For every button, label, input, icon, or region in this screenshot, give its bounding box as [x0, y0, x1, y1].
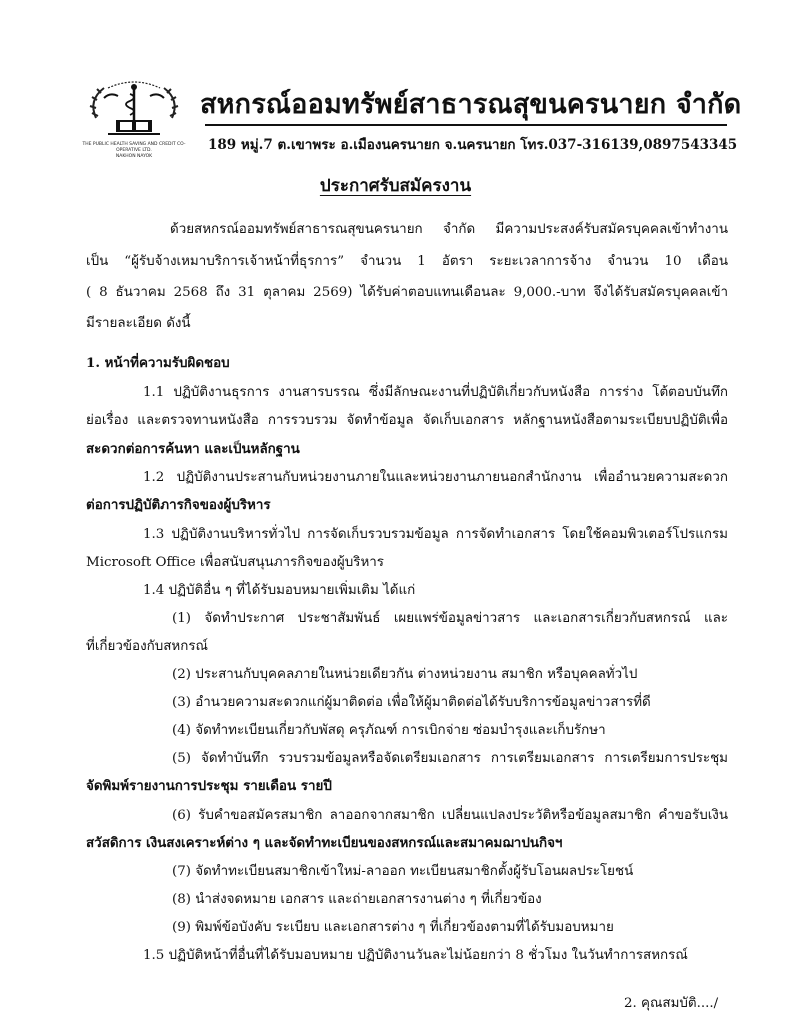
intro-line-2: เป็น “ผู้รับจ้างเหมาบริการเจ้าหน้าที่ธุรการ” จำนวน 1 อัตรา ระยะเวลาการจ้าง จำนวน 10 เดือน	[86, 254, 728, 269]
logo-caption-line1: THE PUBLIC HEALTH SAVING AND CREDIT CO-OPERATIVE LTD.	[82, 142, 186, 153]
continued-marker: 2. คุณสมบัติ..../	[624, 996, 719, 1011]
sub-4: (4) จัดทำทะเบียนเกี่ยวกับพัสดุ ครุภัณฑ์ การเบิกจ่าย ซ่อมบำรุงและเก็บรักษา	[172, 723, 606, 738]
sub-1-line-1: (1) จัดทำประกาศ ประชาสัมพันธ์ เผยแพร่ข้อมูลข่าวสาร และเอกสารเกี่ยวกับสหกรณ์ และ	[172, 611, 728, 626]
item-1-2-line-2: ต่อการปฏิบัติภารกิจของผู้บริหาร	[86, 497, 271, 513]
item-1-3-line-2: Microsoft Office เพื่อสนับสนุนภารกิจของผู้บริหาร	[86, 555, 384, 570]
document-title-row	[0, 172, 791, 199]
logo-caption-line2: NAKHON NAYOK	[115, 154, 153, 159]
item-1-5: 1.5 ปฏิบัติหน้าที่อื่นที่ได้รับมอบหมาย ปฏิบัติงานวันละไม่น้อยกว่า 8 ชั่วโมง ในวันทำการสหกรณ์	[143, 948, 688, 963]
intro-line-4: มีรายละเอียด ดังนี้	[86, 316, 191, 331]
sub-6-line-2: สวัสดิการ เงินสงเคราะห์ต่าง ๆ และจัดทำทะเบียนของสหกรณ์และสมาคมฌาปนกิจฯ	[86, 835, 563, 851]
seal-icon	[78, 78, 190, 142]
organization-address: 189 หมู่.7 ต.เขาพระ อ.เมืองนครนายก จ.นครนายก โทร.037-316139,0897543345	[208, 137, 738, 153]
document-title: ประกาศรับสมัครงาน	[319, 176, 472, 196]
sub-8: (8) นำส่งจดหมาย เอกสาร และถ่ายเอกสารงานต่าง ๆ ที่เกี่ยวข้อง	[172, 892, 542, 907]
sub-6-line-1: (6) รับคำขอสมัครสมาชิก ลาออกจากสมาชิก เปลี่ยนแปลงประวัติหรือข้อมูลสมาชิก คำขอรับเงิน	[172, 808, 728, 823]
organization-name: สหกรณ์ออมทรัพย์สาธารณสุขนครนายก จำกัด	[200, 89, 742, 120]
sub-5-line-2: จัดพิมพ์รายงานการประชุม รายเดือน รายปี	[86, 778, 332, 794]
header-rule	[205, 124, 727, 126]
item-1-1-line-2: ย่อเรื่อง และตรวจทานหนังสือ การรวบรวม จัดทำข้อมูล จัดเก็บเอกสาร หลักฐานหนังสือตามระเบียบปฏิบัติเพื่อ	[86, 413, 728, 428]
sub-9: (9) พิมพ์ข้อบังคับ ระเบียบ และเอกสารต่าง ๆ ที่เกี่ยวข้องตามที่ได้รับมอบหมาย	[172, 920, 614, 935]
sub-3: (3) อำนวยความสะดวกแก่ผู้มาติดต่อ เพื่อให้ผู้มาติดต่อได้รับบริการข้อมูลข่าวสารที่ดี	[172, 695, 651, 710]
item-1-1-line-1: 1.1 ปฏิบัติงานธุรการ งานสารบรรณ ซึ่งมีลักษณะงานที่ปฏิบัติเกี่ยวกับหนังสือ การร่าง โต้ตอบบันทึก	[143, 385, 728, 400]
sub-2: (2) ประสานกับบุคคลภายในหน่วยเดียวกัน ต่างหน่วยงาน สมาชิก หรือบุคคลทั่วไป	[172, 667, 638, 682]
sub-5-line-1: (5) จัดทำบันทึก รวบรวมข้อมูลหรือจัดเตรียมเอกสาร การเตรียมเอกสาร การเตรียมการประชุม	[172, 751, 728, 766]
item-1-3-line-1: 1.3 ปฏิบัติงานบริหารทั่วไป การจัดเก็บรวบรวมข้อมูล การจัดทำเอกสาร โดยใช้คอมพิวเตอร์โปรแกรม	[143, 527, 728, 542]
intro-line-1: ด้วยสหกรณ์ออมทรัพย์สาธารณสุขนครนายก จำกัด มีความประสงค์รับสมัครบุคคลเข้าทำงาน	[170, 222, 728, 237]
item-1-2-line-1: 1.2 ปฏิบัติงานประสานกับหน่วยงานภายในและหน่วยงานภายนอกสำนักงาน เพื่ออำนวยความสะดวก	[143, 470, 728, 485]
item-1-4: 1.4 ปฏิบัติอื่น ๆ ที่ได้รับมอบหมายเพิ่มเติม ได้แก่	[143, 583, 416, 598]
sub-1-line-2: ที่เกี่ยวข้องกับสหกรณ์	[86, 639, 208, 654]
logo-caption	[72, 142, 196, 160]
section-1-heading: 1. หน้าที่ความรับผิดชอบ	[86, 355, 230, 371]
item-1-1-line-3: สะดวกต่อการค้นหา และเป็นหลักฐาน	[86, 441, 300, 457]
sub-7: (7) จัดทำทะเบียนสมาชิกเข้าใหม่-ลาออก ทะเบียนสมาชิกตั้งผู้รับโอนผลประโยชน์	[172, 864, 634, 879]
intro-line-3: ( 8 ธันวาคม 2568 ถึง 31 ตุลาคม 2569) ได้รับค่าตอบแทนเดือนละ 9,000.-บาท จึงได้รับสมัครบุคคลเข้า	[86, 285, 728, 300]
